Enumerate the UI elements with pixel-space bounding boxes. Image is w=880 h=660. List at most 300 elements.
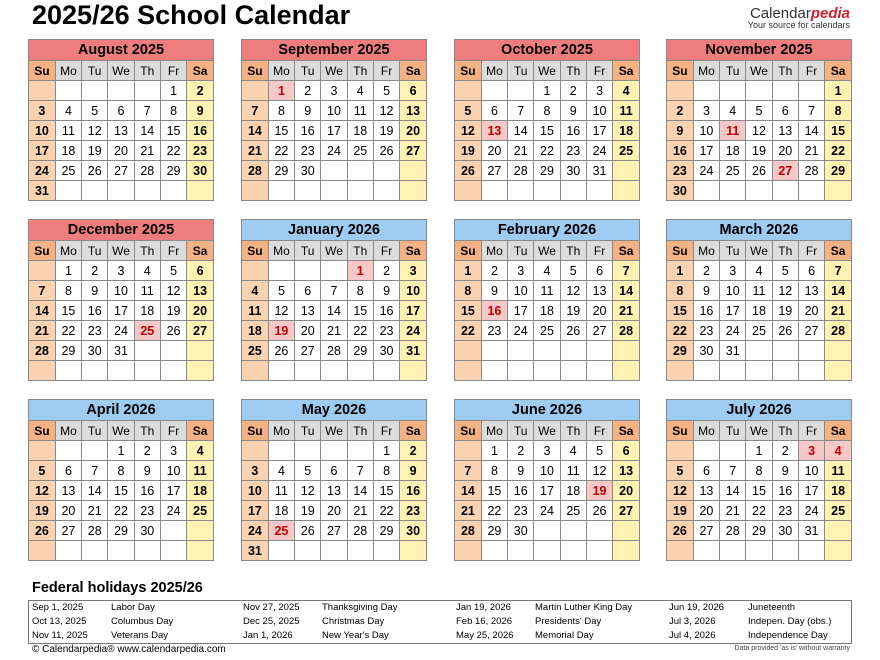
day-cell[interactable]: 4 [560, 441, 586, 461]
day-cell[interactable]: 20 [400, 121, 426, 141]
day-cell[interactable]: 5 [268, 281, 294, 301]
day-cell[interactable]: 12 [29, 481, 55, 501]
day-cell[interactable]: 10 [160, 461, 186, 481]
day-cell[interactable]: 8 [55, 281, 81, 301]
day-cell[interactable]: 2 [82, 261, 108, 281]
day-cell[interactable]: 15 [455, 301, 481, 321]
day-cell[interactable]: 10 [534, 461, 560, 481]
day-cell[interactable]: 22 [746, 501, 772, 521]
day-cell[interactable]: 30 [400, 521, 426, 541]
day-cell[interactable]: 8 [160, 101, 186, 121]
day-cell[interactable]: 17 [534, 481, 560, 501]
day-cell[interactable]: 5 [29, 461, 55, 481]
day-cell[interactable]: 5 [373, 81, 399, 101]
day-cell[interactable]: 27 [586, 321, 612, 341]
day-cell[interactable]: 23 [187, 141, 213, 161]
day-cell[interactable]: 13 [586, 281, 612, 301]
day-cell[interactable]: 27 [693, 521, 719, 541]
day-cell[interactable]: 6 [586, 261, 612, 281]
day-cell[interactable]: 18 [746, 301, 772, 321]
day-cell[interactable]: 24 [242, 521, 268, 541]
day-cell[interactable]: 19 [29, 501, 55, 521]
day-cell[interactable]: 28 [134, 161, 160, 181]
day-cell[interactable]: 7 [82, 461, 108, 481]
day-cell[interactable]: 18 [347, 121, 373, 141]
day-cell[interactable]: 26 [455, 161, 481, 181]
day-cell[interactable]: 19 [455, 141, 481, 161]
day-cell[interactable]: 12 [667, 481, 693, 501]
day-cell[interactable]: 10 [720, 281, 746, 301]
day-cell[interactable]: 4 [242, 281, 268, 301]
day-cell[interactable]: 25 [534, 321, 560, 341]
day-cell[interactable]: 26 [772, 321, 798, 341]
day-cell[interactable]: 11 [347, 101, 373, 121]
day-cell[interactable]: 7 [29, 281, 55, 301]
day-cell[interactable]: 16 [772, 481, 798, 501]
day-cell[interactable]: 29 [373, 521, 399, 541]
day-cell[interactable]: 7 [347, 461, 373, 481]
day-cell[interactable]: 9 [400, 461, 426, 481]
day-cell[interactable]: 20 [586, 301, 612, 321]
day-cell[interactable]: 19 [160, 301, 186, 321]
day-cell[interactable]: 16 [693, 301, 719, 321]
day-cell[interactable]: 2 [481, 261, 507, 281]
day-cell[interactable]: 21 [798, 141, 824, 161]
day-cell[interactable]: 7 [455, 461, 481, 481]
day-cell[interactable]: 3 [586, 81, 612, 101]
day-cell[interactable]: 26 [82, 161, 108, 181]
day-cell[interactable]: 22 [347, 321, 373, 341]
day-cell[interactable]: 10 [586, 101, 612, 121]
day-cell[interactable]: 27 [55, 521, 81, 541]
day-cell[interactable]: 19 [746, 141, 772, 161]
day-cell[interactable]: 5 [586, 441, 612, 461]
day-cell[interactable]: 23 [481, 321, 507, 341]
day-cell[interactable]: 29 [55, 341, 81, 361]
day-cell[interactable]: 9 [508, 461, 534, 481]
day-cell[interactable]: 29 [746, 521, 772, 541]
day-cell[interactable]: 29 [268, 161, 294, 181]
day-cell[interactable]: 23 [82, 321, 108, 341]
day-cell[interactable]: 4 [134, 261, 160, 281]
day-cell[interactable]: 14 [29, 301, 55, 321]
day-cell[interactable]: 13 [772, 121, 798, 141]
day-cell[interactable]: 21 [321, 321, 347, 341]
day-cell[interactable]: 14 [720, 481, 746, 501]
day-cell[interactable]: 9 [187, 101, 213, 121]
day-cell[interactable]: 24 [160, 501, 186, 521]
day-cell[interactable]: 27 [772, 161, 798, 181]
day-cell[interactable]: 28 [825, 321, 851, 341]
day-cell[interactable]: 13 [481, 121, 507, 141]
day-cell[interactable]: 31 [586, 161, 612, 181]
day-cell[interactable]: 11 [720, 121, 746, 141]
day-cell[interactable]: 3 [400, 261, 426, 281]
day-cell[interactable]: 22 [825, 141, 851, 161]
day-cell[interactable]: 11 [746, 281, 772, 301]
day-cell[interactable]: 16 [508, 481, 534, 501]
day-cell[interactable]: 29 [534, 161, 560, 181]
day-cell[interactable]: 19 [295, 501, 321, 521]
day-cell[interactable]: 6 [400, 81, 426, 101]
day-cell[interactable]: 22 [373, 501, 399, 521]
day-cell[interactable]: 24 [586, 141, 612, 161]
day-cell[interactable]: 10 [508, 281, 534, 301]
day-cell[interactable]: 14 [508, 121, 534, 141]
day-cell[interactable]: 26 [29, 521, 55, 541]
day-cell[interactable]: 25 [720, 161, 746, 181]
day-cell[interactable]: 4 [534, 261, 560, 281]
day-cell[interactable]: 30 [187, 161, 213, 181]
day-cell[interactable]: 26 [667, 521, 693, 541]
day-cell[interactable]: 10 [29, 121, 55, 141]
day-cell[interactable]: 11 [55, 121, 81, 141]
day-cell[interactable]: 12 [746, 121, 772, 141]
day-cell[interactable]: 6 [693, 461, 719, 481]
day-cell[interactable]: 24 [400, 321, 426, 341]
day-cell[interactable]: 1 [108, 441, 134, 461]
day-cell[interactable]: 27 [481, 161, 507, 181]
day-cell[interactable]: 25 [560, 501, 586, 521]
day-cell[interactable]: 27 [187, 321, 213, 341]
day-cell[interactable]: 14 [321, 301, 347, 321]
day-cell[interactable]: 10 [108, 281, 134, 301]
day-cell[interactable]: 18 [134, 301, 160, 321]
day-cell[interactable]: 12 [295, 481, 321, 501]
day-cell[interactable]: 3 [29, 101, 55, 121]
day-cell[interactable]: 5 [746, 101, 772, 121]
day-cell[interactable]: 1 [667, 261, 693, 281]
day-cell[interactable]: 22 [55, 321, 81, 341]
day-cell[interactable]: 28 [455, 521, 481, 541]
day-cell[interactable]: 8 [373, 461, 399, 481]
day-cell[interactable]: 3 [508, 261, 534, 281]
day-cell[interactable]: 25 [347, 141, 373, 161]
day-cell[interactable]: 4 [347, 81, 373, 101]
day-cell[interactable]: 20 [613, 481, 639, 501]
day-cell[interactable]: 25 [187, 501, 213, 521]
day-cell[interactable]: 6 [187, 261, 213, 281]
day-cell[interactable]: 11 [534, 281, 560, 301]
day-cell[interactable]: 22 [534, 141, 560, 161]
day-cell[interactable]: 30 [373, 341, 399, 361]
day-cell[interactable]: 5 [772, 261, 798, 281]
day-cell[interactable]: 25 [55, 161, 81, 181]
day-cell[interactable]: 23 [508, 501, 534, 521]
day-cell[interactable]: 11 [268, 481, 294, 501]
day-cell[interactable]: 1 [373, 441, 399, 461]
day-cell[interactable]: 19 [586, 481, 612, 501]
day-cell[interactable]: 18 [534, 301, 560, 321]
day-cell[interactable]: 21 [29, 321, 55, 341]
day-cell[interactable]: 29 [160, 161, 186, 181]
day-cell[interactable]: 21 [242, 141, 268, 161]
day-cell[interactable]: 21 [134, 141, 160, 161]
day-cell[interactable]: 24 [108, 321, 134, 341]
day-cell[interactable]: 3 [693, 101, 719, 121]
day-cell[interactable]: 6 [798, 261, 824, 281]
day-cell[interactable]: 4 [720, 101, 746, 121]
day-cell[interactable]: 2 [400, 441, 426, 461]
day-cell[interactable]: 19 [560, 301, 586, 321]
day-cell[interactable]: 3 [242, 461, 268, 481]
day-cell[interactable]: 7 [242, 101, 268, 121]
day-cell[interactable]: 22 [481, 501, 507, 521]
day-cell[interactable]: 25 [825, 501, 851, 521]
day-cell[interactable]: 2 [560, 81, 586, 101]
day-cell[interactable]: 18 [613, 121, 639, 141]
day-cell[interactable]: 9 [560, 101, 586, 121]
day-cell[interactable]: 8 [268, 101, 294, 121]
day-cell[interactable]: 2 [373, 261, 399, 281]
day-cell[interactable]: 9 [481, 281, 507, 301]
day-cell[interactable]: 30 [560, 161, 586, 181]
day-cell[interactable]: 8 [746, 461, 772, 481]
day-cell[interactable]: 12 [160, 281, 186, 301]
day-cell[interactable]: 16 [82, 301, 108, 321]
day-cell[interactable]: 6 [481, 101, 507, 121]
day-cell[interactable]: 3 [321, 81, 347, 101]
day-cell[interactable]: 16 [560, 121, 586, 141]
day-cell[interactable]: 22 [455, 321, 481, 341]
day-cell[interactable]: 15 [55, 301, 81, 321]
day-cell[interactable]: 9 [693, 281, 719, 301]
day-cell[interactable]: 24 [693, 161, 719, 181]
day-cell[interactable]: 4 [613, 81, 639, 101]
day-cell[interactable]: 31 [242, 541, 268, 561]
day-cell[interactable]: 1 [347, 261, 373, 281]
day-cell[interactable]: 21 [720, 501, 746, 521]
day-cell[interactable]: 8 [481, 461, 507, 481]
day-cell[interactable]: 26 [746, 161, 772, 181]
day-cell[interactable]: 17 [508, 301, 534, 321]
day-cell[interactable]: 16 [481, 301, 507, 321]
day-cell[interactable]: 9 [134, 461, 160, 481]
day-cell[interactable]: 27 [295, 341, 321, 361]
day-cell[interactable]: 26 [268, 341, 294, 361]
day-cell[interactable]: 13 [321, 481, 347, 501]
day-cell[interactable]: 3 [720, 261, 746, 281]
day-cell[interactable]: 15 [534, 121, 560, 141]
day-cell[interactable]: 28 [242, 161, 268, 181]
day-cell[interactable]: 17 [586, 121, 612, 141]
day-cell[interactable]: 3 [160, 441, 186, 461]
day-cell[interactable]: 4 [55, 101, 81, 121]
day-cell[interactable]: 27 [400, 141, 426, 161]
day-cell[interactable]: 23 [772, 501, 798, 521]
day-cell[interactable]: 22 [268, 141, 294, 161]
day-cell[interactable]: 26 [295, 521, 321, 541]
day-cell[interactable]: 27 [798, 321, 824, 341]
day-cell[interactable]: 25 [746, 321, 772, 341]
day-cell[interactable]: 17 [29, 141, 55, 161]
day-cell[interactable]: 18 [560, 481, 586, 501]
day-cell[interactable]: 15 [667, 301, 693, 321]
day-cell[interactable]: 2 [667, 101, 693, 121]
day-cell[interactable]: 22 [667, 321, 693, 341]
day-cell[interactable]: 13 [798, 281, 824, 301]
day-cell[interactable]: 18 [268, 501, 294, 521]
day-cell[interactable]: 11 [242, 301, 268, 321]
day-cell[interactable]: 16 [134, 481, 160, 501]
day-cell[interactable]: 31 [798, 521, 824, 541]
day-cell[interactable]: 8 [347, 281, 373, 301]
day-cell[interactable]: 3 [534, 441, 560, 461]
day-cell[interactable]: 8 [534, 101, 560, 121]
day-cell[interactable]: 7 [825, 261, 851, 281]
day-cell[interactable]: 29 [667, 341, 693, 361]
day-cell[interactable]: 13 [400, 101, 426, 121]
day-cell[interactable]: 30 [134, 521, 160, 541]
day-cell[interactable]: 11 [825, 461, 851, 481]
day-cell[interactable]: 31 [400, 341, 426, 361]
day-cell[interactable]: 12 [772, 281, 798, 301]
day-cell[interactable]: 12 [455, 121, 481, 141]
day-cell[interactable]: 30 [508, 521, 534, 541]
day-cell[interactable]: 30 [667, 181, 693, 201]
day-cell[interactable]: 24 [534, 501, 560, 521]
day-cell[interactable]: 16 [667, 141, 693, 161]
day-cell[interactable]: 11 [560, 461, 586, 481]
day-cell[interactable]: 17 [108, 301, 134, 321]
day-cell[interactable]: 30 [772, 521, 798, 541]
day-cell[interactable]: 28 [347, 521, 373, 541]
day-cell[interactable]: 16 [400, 481, 426, 501]
day-cell[interactable]: 25 [613, 141, 639, 161]
day-cell[interactable]: 7 [321, 281, 347, 301]
day-cell[interactable]: 10 [693, 121, 719, 141]
day-cell[interactable]: 8 [108, 461, 134, 481]
day-cell[interactable]: 1 [825, 81, 851, 101]
day-cell[interactable]: 14 [242, 121, 268, 141]
day-cell[interactable]: 11 [187, 461, 213, 481]
day-cell[interactable]: 31 [108, 341, 134, 361]
day-cell[interactable]: 12 [373, 101, 399, 121]
day-cell[interactable]: 18 [825, 481, 851, 501]
day-cell[interactable]: 6 [108, 101, 134, 121]
day-cell[interactable]: 22 [108, 501, 134, 521]
day-cell[interactable]: 30 [295, 161, 321, 181]
day-cell[interactable]: 14 [347, 481, 373, 501]
day-cell[interactable]: 14 [613, 281, 639, 301]
day-cell[interactable]: 21 [455, 501, 481, 521]
day-cell[interactable]: 28 [613, 321, 639, 341]
day-cell[interactable]: 17 [720, 301, 746, 321]
day-cell[interactable]: 5 [160, 261, 186, 281]
day-cell[interactable]: 23 [560, 141, 586, 161]
day-cell[interactable]: 28 [508, 161, 534, 181]
day-cell[interactable]: 25 [242, 341, 268, 361]
day-cell[interactable]: 26 [560, 321, 586, 341]
day-cell[interactable]: 14 [798, 121, 824, 141]
day-cell[interactable]: 17 [321, 121, 347, 141]
day-cell[interactable]: 26 [586, 501, 612, 521]
day-cell[interactable]: 18 [720, 141, 746, 161]
day-cell[interactable]: 12 [586, 461, 612, 481]
day-cell[interactable]: 31 [29, 181, 55, 201]
day-cell[interactable]: 13 [187, 281, 213, 301]
day-cell[interactable]: 2 [134, 441, 160, 461]
day-cell[interactable]: 23 [373, 321, 399, 341]
day-cell[interactable]: 18 [55, 141, 81, 161]
day-cell[interactable]: 25 [134, 321, 160, 341]
day-cell[interactable]: 7 [720, 461, 746, 481]
day-cell[interactable]: 26 [160, 321, 186, 341]
day-cell[interactable]: 5 [667, 461, 693, 481]
day-cell[interactable]: 9 [667, 121, 693, 141]
day-cell[interactable]: 21 [825, 301, 851, 321]
day-cell[interactable]: 3 [798, 441, 824, 461]
day-cell[interactable]: 29 [825, 161, 851, 181]
day-cell[interactable]: 28 [82, 521, 108, 541]
day-cell[interactable]: 20 [187, 301, 213, 321]
day-cell[interactable]: 19 [667, 501, 693, 521]
day-cell[interactable]: 15 [347, 301, 373, 321]
day-cell[interactable]: 21 [613, 301, 639, 321]
day-cell[interactable]: 20 [108, 141, 134, 161]
day-cell[interactable]: 7 [613, 261, 639, 281]
day-cell[interactable]: 21 [508, 141, 534, 161]
day-cell[interactable]: 8 [667, 281, 693, 301]
day-cell[interactable]: 28 [720, 521, 746, 541]
day-cell[interactable]: 26 [373, 141, 399, 161]
day-cell[interactable]: 9 [772, 461, 798, 481]
day-cell[interactable]: 24 [720, 321, 746, 341]
day-cell[interactable]: 24 [321, 141, 347, 161]
day-cell[interactable]: 6 [321, 461, 347, 481]
day-cell[interactable]: 28 [321, 341, 347, 361]
day-cell[interactable]: 16 [295, 121, 321, 141]
day-cell[interactable]: 7 [508, 101, 534, 121]
day-cell[interactable]: 29 [347, 341, 373, 361]
day-cell[interactable]: 29 [108, 521, 134, 541]
day-cell[interactable]: 15 [108, 481, 134, 501]
day-cell[interactable]: 10 [321, 101, 347, 121]
day-cell[interactable]: 2 [693, 261, 719, 281]
day-cell[interactable]: 17 [160, 481, 186, 501]
day-cell[interactable]: 2 [187, 81, 213, 101]
day-cell[interactable]: 6 [295, 281, 321, 301]
day-cell[interactable]: 20 [798, 301, 824, 321]
day-cell[interactable]: 28 [798, 161, 824, 181]
day-cell[interactable]: 24 [29, 161, 55, 181]
day-cell[interactable]: 5 [82, 101, 108, 121]
day-cell[interactable]: 27 [613, 501, 639, 521]
day-cell[interactable]: 29 [481, 521, 507, 541]
footer-copyright[interactable]: © Calendarpedia® www.calendarpedia.com [32, 644, 226, 655]
day-cell[interactable]: 14 [134, 121, 160, 141]
day-cell[interactable]: 4 [746, 261, 772, 281]
day-cell[interactable]: 23 [295, 141, 321, 161]
day-cell[interactable]: 15 [481, 481, 507, 501]
day-cell[interactable]: 18 [242, 321, 268, 341]
day-cell[interactable]: 15 [160, 121, 186, 141]
day-cell[interactable]: 13 [613, 461, 639, 481]
day-cell[interactable]: 3 [108, 261, 134, 281]
day-cell[interactable]: 11 [613, 101, 639, 121]
day-cell[interactable]: 13 [295, 301, 321, 321]
day-cell[interactable]: 15 [373, 481, 399, 501]
day-cell[interactable]: 13 [55, 481, 81, 501]
day-cell[interactable]: 30 [693, 341, 719, 361]
day-cell[interactable]: 1 [455, 261, 481, 281]
calendarpedia-logo[interactable] [748, 5, 850, 30]
day-cell[interactable]: 10 [400, 281, 426, 301]
day-cell[interactable]: 1 [481, 441, 507, 461]
day-cell[interactable]: 28 [29, 341, 55, 361]
day-cell[interactable]: 13 [108, 121, 134, 141]
day-cell[interactable]: 23 [693, 321, 719, 341]
